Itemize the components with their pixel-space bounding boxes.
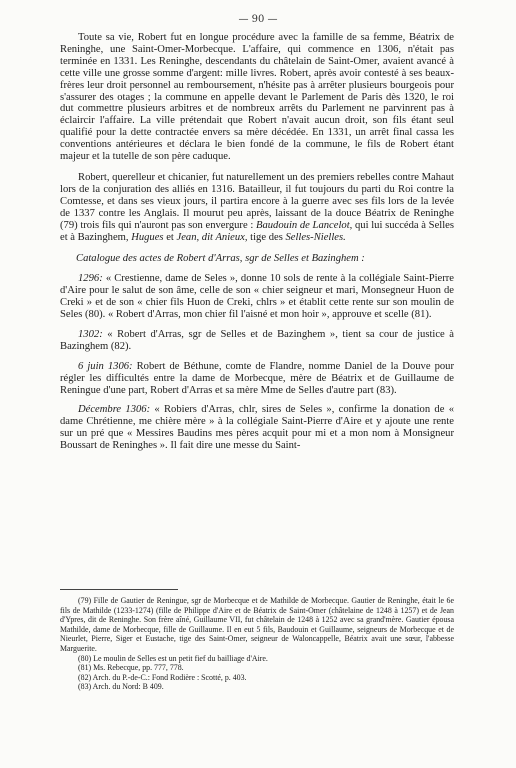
- act-entry-1306-june: [60, 361, 454, 397]
- paragraph-2-text: Robert, querelleur et chicanier, fut naturellement un des premiers rebelles contre Mahaut lors de la conjuration des alliés en 1316. Batailleur, il fut toujours du parti du Roi contre la Comtesse, et dans ses vieux jours, il partira encore à la guerre avec ses fils lors de la levée de 1337 contre les Anglais. Il mourut peu après, laissant de la douce Béatrix de Reninghe (79) trois fils qui n'auront pas son envergure :: [60, 171, 454, 231]
- act-date: 1296:: [78, 273, 103, 285]
- act-text: « Robert d'Arras, sgr de Selles et de Bazinghem », tient sa cour de justice à Bazinghem (82).: [60, 328, 454, 352]
- footnote-80: (80) Le moulin de Selles est un petit fief du bailliage d'Aire.: [78, 653, 268, 663]
- paragraph-2-text-2: qui lui succéda à Selles et à Bazinghem,: [60, 219, 454, 243]
- footnotes: [60, 596, 454, 692]
- act-entry-1296: [60, 273, 454, 321]
- footnote-81: (81) Ms. Rebecque, pp. 777, 778.: [78, 663, 184, 673]
- act-date: Décembre 1306:: [78, 404, 151, 416]
- page-number: — 90 —: [238, 14, 278, 25]
- paragraph-2-text-4: tige des: [247, 231, 286, 243]
- paragraph-2-text-3: et: [163, 231, 177, 243]
- act-date: 6 juin 1306:: [78, 360, 133, 372]
- paragraph-1: Toute sa vie, Robert fut en longue procédure avec la famille de sa femme, Béatrix de Reninghe, une Saint-Omer-Morbecque. L'affaire, qui commence en 1306, n'était pas terminée en 1331. Les Reninghe, descendants du châtelain de Saint-Omer, avaient avancé à cette ville une grosse somme d'argent: mille livres. Robert, après avoir contesté à ses beaux-frères leur droit personnel au remboursement, n'hésite pas à arrêter plusieurs bourgeois pour s'assurer des otages ; la commune en appelle devant le Parlement de Paris dès 1320, le roi dut commettre plusieurs arbitres et de nombreux arrêts du Parlement ne parvinrent pas à éclaircir l'affaire. La ville prétendait que Robert n'avait aucun droit, son fils étant seul qualifié pour la dette contractée envers sa mère décédée. En 1331, un arrêt final cassa les conventions antérieures et déclara le bien fondé de la commune, le fils de Robert étant majeur et la tutelle de son père caduque.: [60, 32, 454, 163]
- main-text: [60, 32, 454, 452]
- footnote-82: (82) Arch. du P.-de-C.: Fond Rodière : Scotté, p. 403.: [78, 672, 247, 682]
- paragraph-2-italic-3: Jean, dit Anieux,: [176, 231, 248, 243]
- footnote-divider: [60, 589, 178, 590]
- act-text: « Robiers d'Arras, chlr, sires de Seles », confirme la donation de « dame Chrétienne, me chière mère » à la collégiale Saint-Pierre d'Aire et y ajoute une rente sur un pré que « Messires Baudins mes pères acquit pour mi et a mon nom à Monsigneur Boussart de Reninghes ». Il fait dire une messe du Saint-: [60, 404, 454, 452]
- act-text: Robert de Béthune, comte de Flandre, nomme Daniel de la Douve pour régler les difficultés entre la dame de Morbecque, mère de Béatrix et de Guillaume de Reningue d'une part, Robert d'Arras et sa mère Mme de Selles d'autre part (83).: [60, 360, 455, 396]
- footnote-79: (79) Fille de Gautier de Reningue, sgr de Morbecque et de Mathilde de Morbecque. Gautier de Reninghe, était le 6e fils de Mathilde (1233-1274) (fille de Philippe d'Aire et de Béatrix de Saint-Omer (châtelaine de 1248 à 1257) et de Jean d'Ypres, dit de Reninghe. Son frère aîné, Guillaume VII, fut châtelain de 1248 à 1252 avec sa grand'mère. Gautier épousa Mathilde, dame de Morbecque, fille de Guillaume. Il en eut 5 fils, Baudouin et Guillaume, seigneurs de Morbecque et de Nieurlet, Pierre, Siger et Eustache, tige des Saint-Omer, seigneur de Waloncappelle, Béatrix avait une sœur, l'abbesse Marguerite.: [60, 596, 454, 653]
- act-entry-1302: [60, 329, 454, 353]
- catalog-heading: Catalogue des actes de Robert d'Arras, sgr de Selles et Bazinghem :: [76, 253, 365, 265]
- paragraph-2-italic-4: Selles-Nielles.: [285, 231, 346, 243]
- act-date: 1302:: [78, 328, 103, 340]
- footnote-83: (83) Arch. du Nord: B 409.: [78, 682, 164, 692]
- act-text: « Crestienne, dame de Seles », donne 10 sols de rente à la collégiale Saint-Pierre d'Aire pour le salut de son âme, celle de son « chier seigneur et mari, Monsegneur Huon de Creki » et de son « chier fils Huon de Creki, chlrs » et établit cette rente sur son moulin de Seles (80). « Robert d'Arras, mon chier fil l'aisné et mon hoir », approuve et scelle (81).: [60, 273, 454, 321]
- paragraph-2-italic-2: Hugues: [131, 231, 164, 243]
- act-entry-1306-december: [60, 404, 454, 452]
- paragraph-2: [60, 172, 454, 243]
- paragraph-2-italic-1: Baudouin de Lancelot,: [255, 219, 353, 231]
